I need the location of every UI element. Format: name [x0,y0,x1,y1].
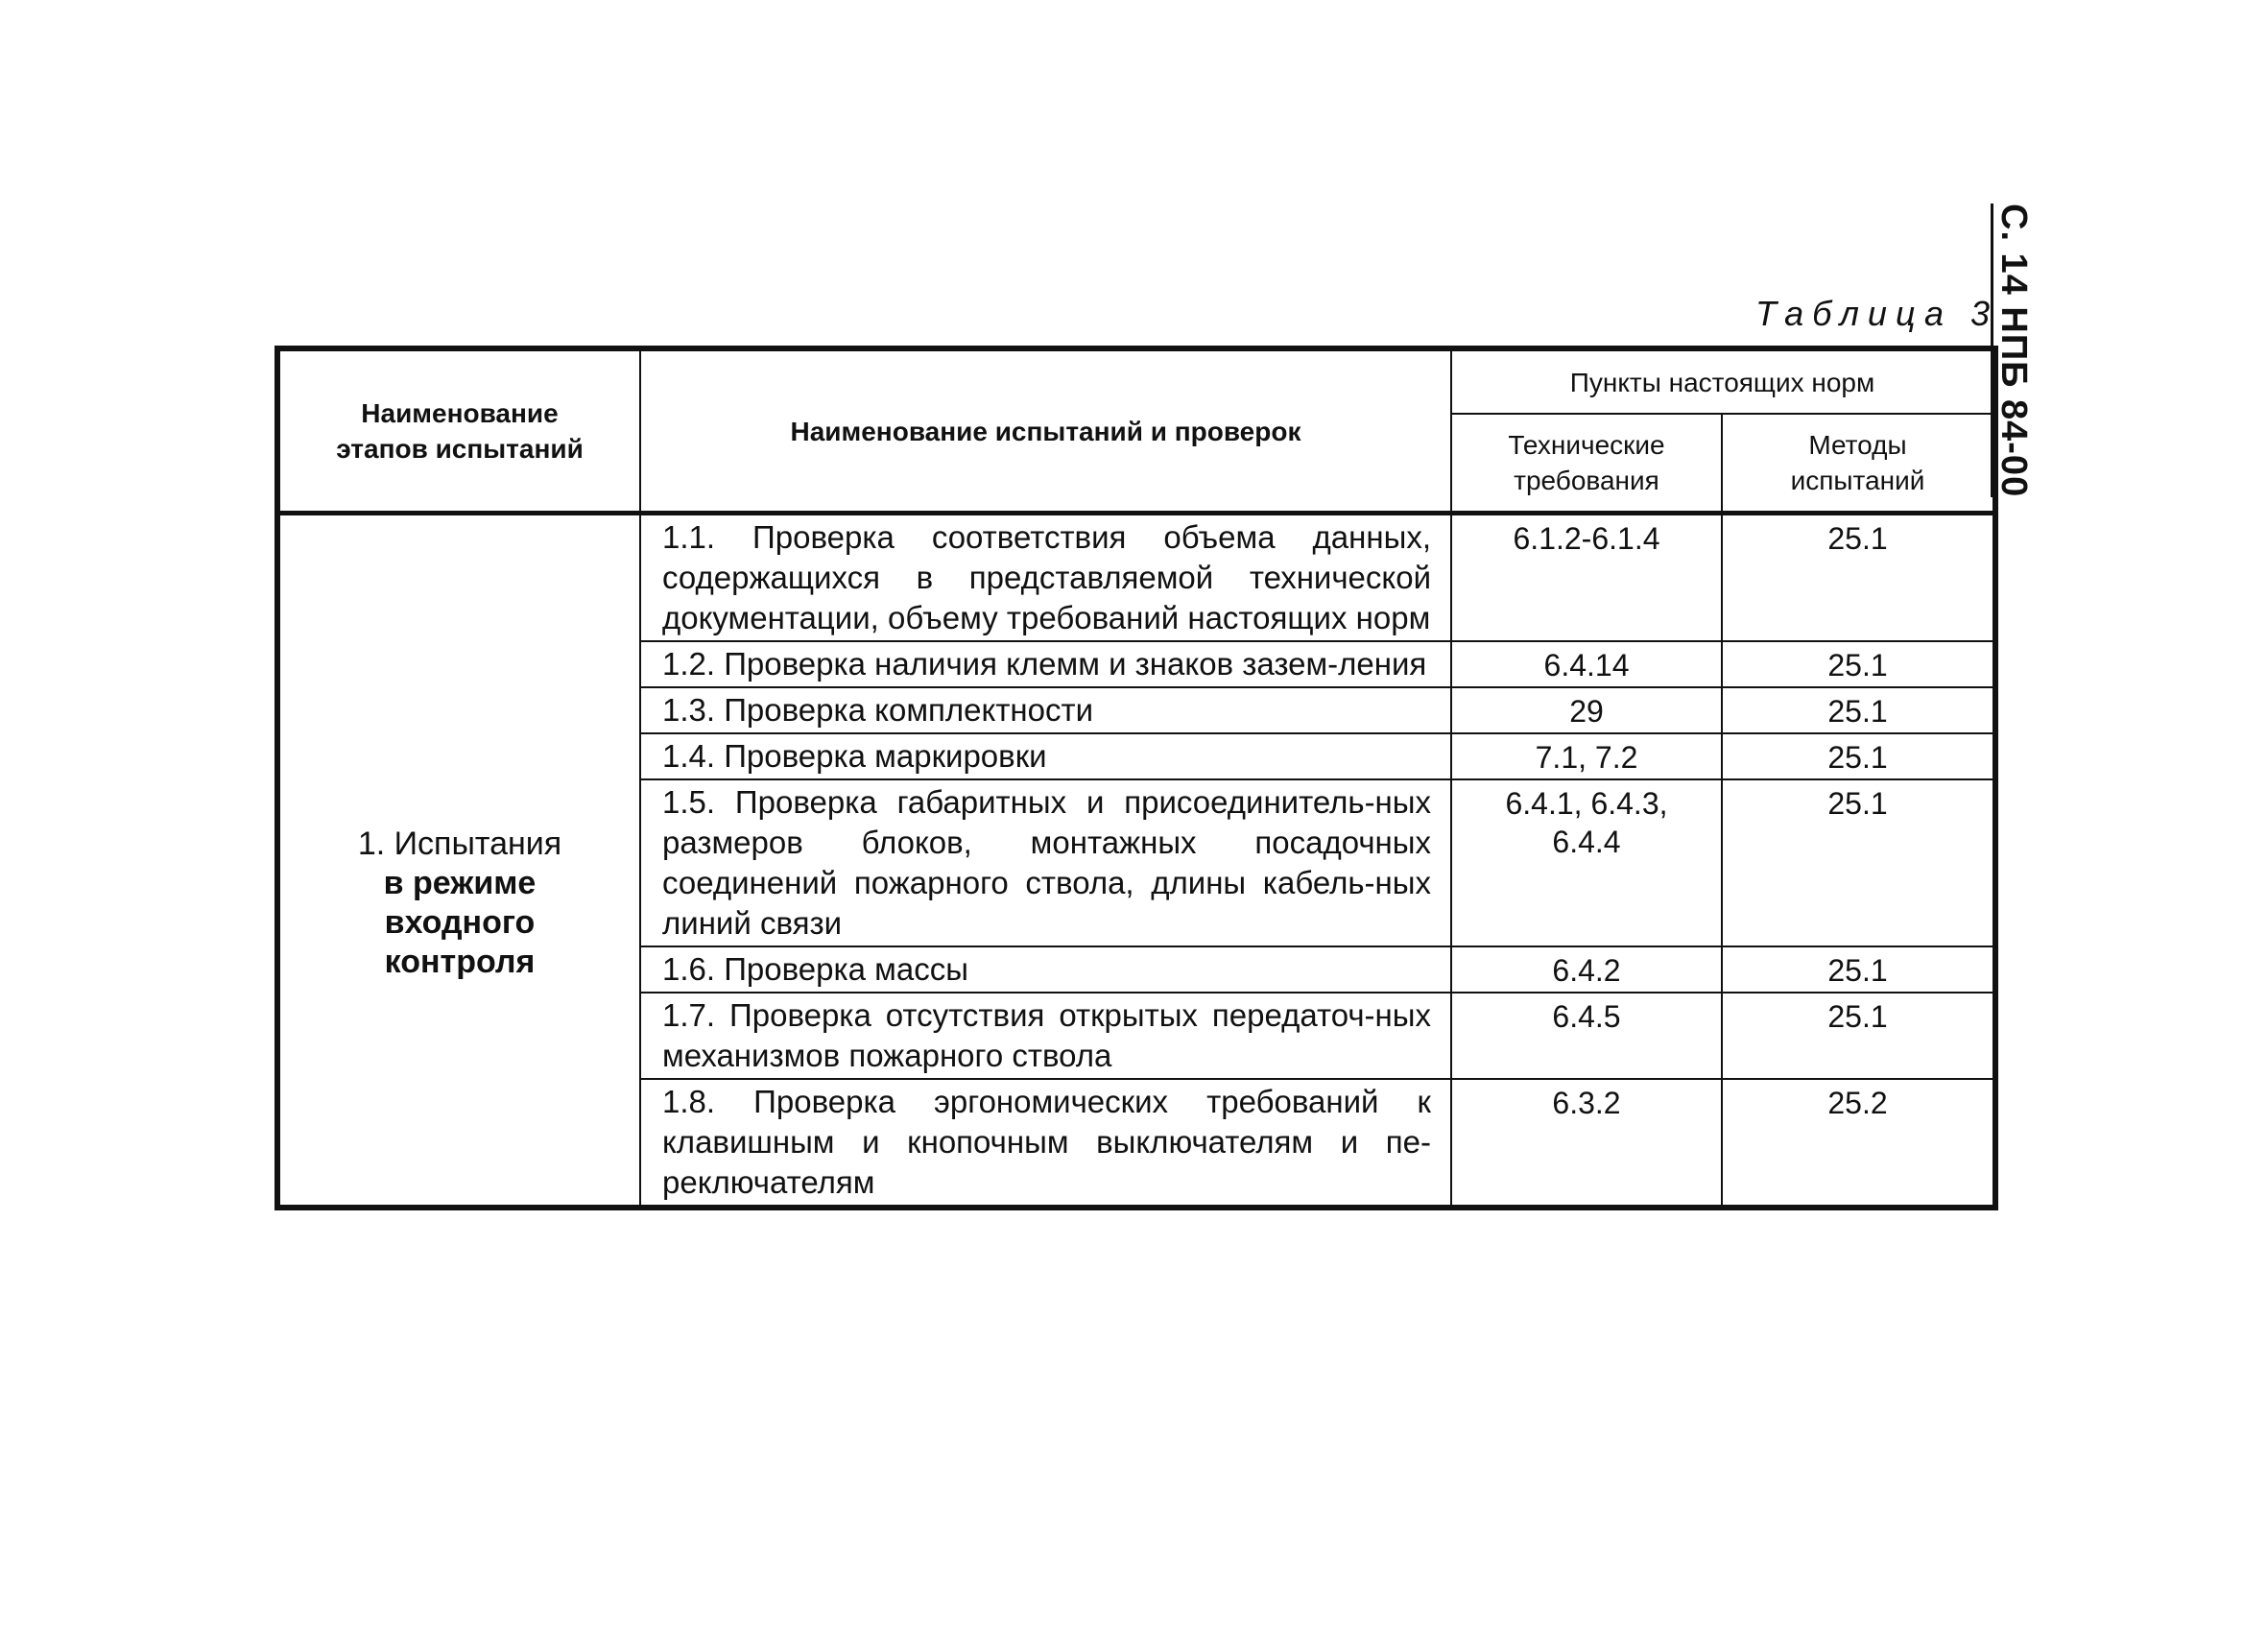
requirements-cell: 6.4.2 [1451,946,1722,993]
methods-cell: 25.1 [1722,779,1995,946]
check-name: 1.8. Проверка эргономических требований к клавишным и кнопочным выключателям и пе-реключателям [640,1079,1451,1208]
methods-cell: 25.1 [1722,733,1995,779]
requirements-cell: 6.3.2 [1451,1079,1722,1208]
requirements-cell: 6.4.1, 6.4.3, 6.4.4 [1451,779,1722,946]
header-stage: Наименование этапов испытаний [277,348,640,514]
methods-cell: 25.2 [1722,1079,1995,1208]
stage-cell [277,514,640,1209]
table-caption: Таблица 3 [1754,294,1998,333]
requirements-cell: 7.1, 7.2 [1451,733,1722,779]
methods-cell: 25.1 [1722,514,1995,642]
methods-cell: 25.1 [1722,993,1995,1079]
methods-cell: 25.1 [1722,946,1995,993]
methods-cell: 25.1 [1722,687,1995,733]
requirements-cell: 29 [1451,687,1722,733]
header-check: Наименование испытаний и проверок [640,348,1451,514]
table-row [277,514,1995,642]
check-name: 1.5. Проверка габаритных и присоединитель-ных размеров блоков, монтажных посадочных соединений пожарного ствола, длины кабель-ных линий связи [640,779,1451,946]
check-name: 1.1. Проверка соответствия объема данных, содержащихся в представляемой технической документации, объему требований настоящих норм [640,514,1451,642]
page-header-text: С. 14 НПБ 84-00 [1991,204,2032,497]
page-header [1993,204,2065,511]
check-name: 1.4. Проверка маркировки [640,733,1451,779]
check-name: 1.2. Проверка наличия клемм и знаков зазем-ления [640,641,1451,687]
check-name: 1.6. Проверка массы [640,946,1451,993]
table-header [277,348,1995,514]
header-tech-requirements: Технические требования [1451,414,1722,514]
check-name: 1.3. Проверка комплектности [640,687,1451,733]
tests-table [274,346,1998,1210]
stage-line: контроля [384,944,536,980]
requirements-cell: 6.4.5 [1451,993,1722,1079]
table-body [277,514,1995,1209]
methods-cell: 25.1 [1722,641,1995,687]
stage-line: в режиме [383,865,537,901]
stage-line: входного [384,904,536,941]
header-test-methods: Методы испытаний [1722,414,1995,514]
stage-line: 1. Испытания [357,826,562,862]
header-points-group: Пункты настоящих норм [1451,348,1995,414]
check-name: 1.7. Проверка отсутствия открытых передаточ-ных механизмов пожарного ствола [640,993,1451,1079]
requirements-cell: 6.1.2-6.1.4 [1451,514,1722,642]
requirements-cell: 6.4.14 [1451,641,1722,687]
